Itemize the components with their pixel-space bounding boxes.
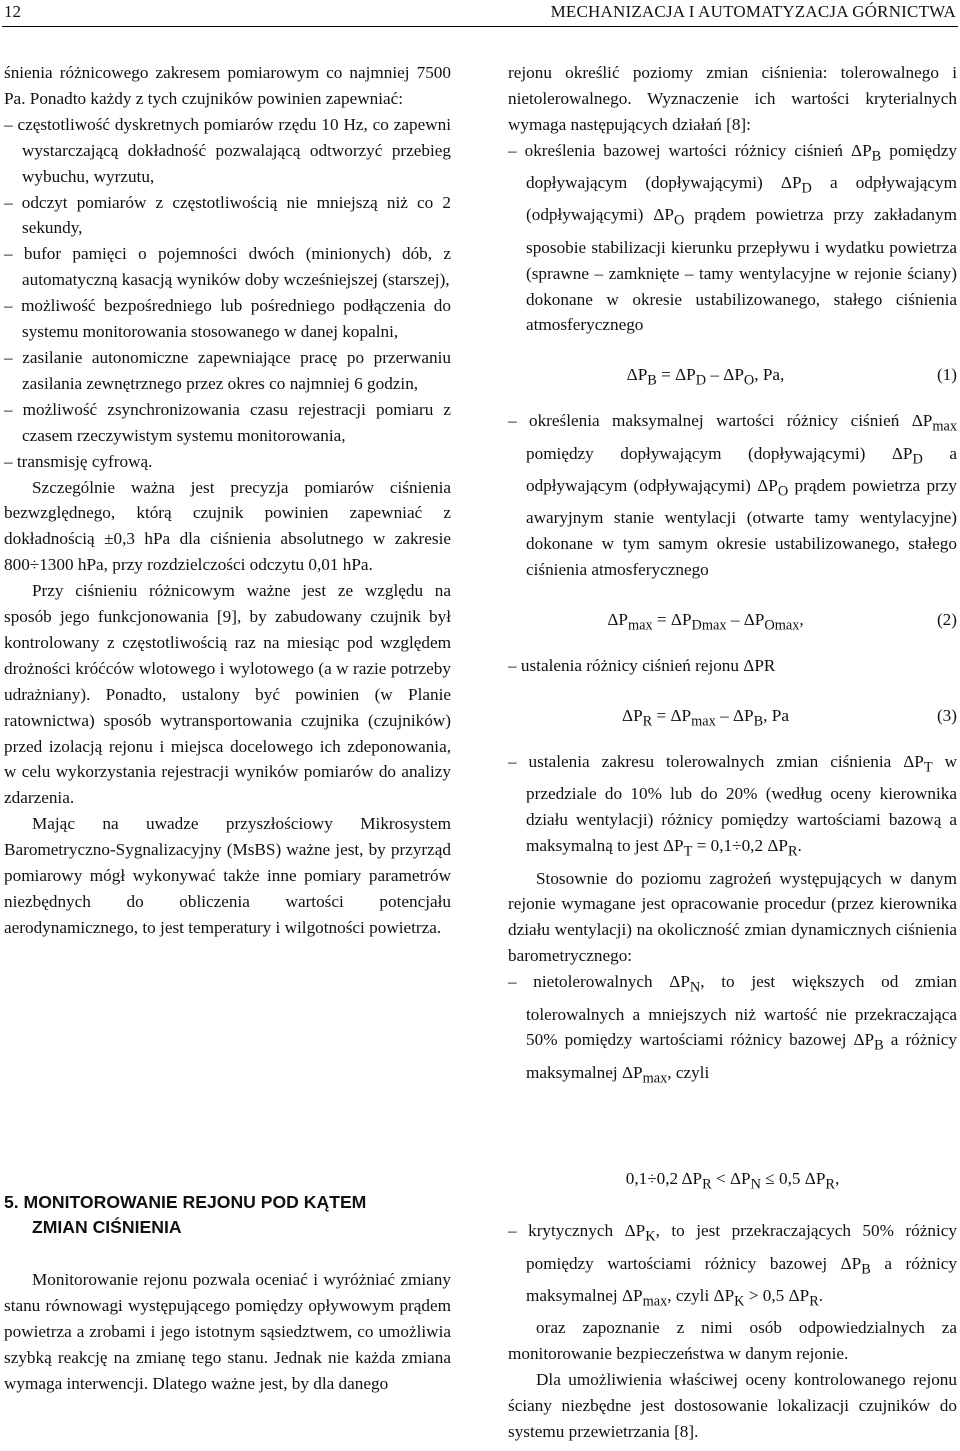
equation-1 <box>508 362 957 388</box>
paragraph: Przy ciśnieniu różnicowym ważne jest ze względu na sposób jego funkcjonowania [9], by zabudowany czujnik był kontrolowany z częstotliwością raz na miesiąc pod względem drożności króćców wlotowego i wylotowego (a w razie potrzeby udrażniany). Ponadto, ustalony być powinien (w Planie ratownictwa) sposób wytransportowania czujnika (czujników) przed izolacją rejonu i miejsca docelowego ich zdeponowania, w celu wykorzystania rejestracji wyników pomiarów do analizy zdarzenia. <box>4 581 451 808</box>
journal-title: MECHANIZACJA I AUTOMATYZACJA GÓRNICTWA <box>550 2 956 21</box>
section-heading <box>4 1190 451 1240</box>
paragraph: Dla umożliwienia właściwej oceny kontrolowanego rejonu ściany niezbędne jest dostosowanie lokalizacji czujników do systemu przewietrzania [8]. <box>508 1370 957 1441</box>
equation-number: (1) <box>936 365 957 385</box>
equation-expression: $\Delta P_R = \Delta P_{max} - \Delta P_B$, Pa <box>622 706 789 730</box>
equation-2 <box>508 607 957 633</box>
paragraph: rejonu określić poziomy zmian ciśnienia: tolerowalnego i nietolerowalnego. Wyznaczenie ich wartości kryterialnych wymaga następujących działań [8]: <box>508 63 957 134</box>
left-column-bottom <box>4 1267 451 1397</box>
section-heading-line: ZMIAN CIŚNIENIA <box>32 1217 182 1237</box>
page-number: 12 <box>4 2 21 21</box>
list-item: – ustalenia różnicy ciśnień rejonu ΔPR <box>508 656 776 676</box>
right-column-bottom <box>508 1166 957 1445</box>
inequality: 0,1÷0,2 $\Delta P_R < \Delta P_N \le 0,5$ $\Delta P_R$, <box>625 1169 840 1193</box>
header-rule <box>2 26 958 27</box>
equation-3 <box>508 703 957 729</box>
equation-expression: $\Delta P_B = \Delta P_D - \Delta P_O$, Pa, <box>626 365 785 389</box>
list-item: – transmisję cyfrową. <box>4 451 153 471</box>
list-item: – określenia bazowej wartości różnicy ciśnień $\Delta P_B$ pomiędzy dopływającym (dopływającymi) $\Delta P_D$ a odpływającym (odpływającymi) $\Delta P_O$ prądem powietrza przy zakładanym sposobie stabilizacji kierunku przepływu i wydatku powietrza (sprawne – zamknięte – tamy wentylacyjne w rejonie ściany) dokonane w okresie ustabilizowanego, stałego ciśnienia atmosferycznego <box>508 140 957 335</box>
paragraph: Stosownie do poziomu zagrożeń występujących w danym rejonie wymagane jest opracowanie procedur (przez kierownika działu wentylacji) na okoliczność zmian dynamicznych ciśnienia barometrycznego: <box>508 868 957 966</box>
list-item: – możliwość zsynchronizowania czasu rejestracji pomiaru z czasem rzeczywistym systemu monitorowania, <box>4 399 451 445</box>
list-item: – częstotliwość dyskretnych pomiarów rzędu 10 Hz, co zapewni wystarczającą dokładność pozwalającą odtworzyć przebieg wybuchu, wyrzutu, <box>4 114 451 186</box>
list-item: – bufor pamięci o pojemności dwóch (minionych) dób, z automatyczną kasacją wyników doby wcześniejszej (starszej), <box>4 244 451 290</box>
list-item: – krytycznych $\Delta P_K$, to jest przekraczających 50% różnicy pomiędzy wartościami różnicy bazowej $\Delta P_B$ a różnicy maksymalnej $\Delta P_{max}$, czyli $\Delta P_K > 0,5$ $\Delta P_R$. <box>508 1221 958 1310</box>
equation-number: (3) <box>936 706 957 726</box>
paragraph: oraz zapoznanie z nimi osób odpowiedzialnych za monitorowanie bezpieczeństwa w danym rejonie. <box>508 1318 957 1364</box>
section-heading-line: 5. MONITOROWANIE REJONU POD KĄTEM <box>4 1192 367 1212</box>
paragraph: Szczególnie ważna jest precyzja pomiarów ciśnienia bezwzględnego, którą czujnik powinien zapewniać z dokładnością ±0,3 hPa dla ciśnienia absolutnego w zakresie 800÷1300 hPa, przy rozdzielczości odczytu 0,01 hPa. <box>4 477 451 575</box>
left-column <box>4 60 451 941</box>
list-item: – określenia maksymalnej wartości różnicy ciśnień $\Delta P_{max}$ pomiędzy dopływającym (dopływającymi) $\Delta P_D$ a odpływającym (odpływającymi) $\Delta P_O$ prądem powietrza przy awaryjnym stanie wentylacji (otwarte tamy wentylacyjne) dokonane w tym samym okresie ustabilizowanego, stałego ciśnienia atmosferycznego <box>508 411 957 580</box>
right-column <box>508 60 957 1092</box>
equation-expression: $\Delta P_{max} = \Delta P_{Dmax} - \Delta P_{Omax}$, <box>607 610 804 634</box>
list-item: – odczyt pomiarów z częstotliwością nie mniejszą niż co 2 sekundy, <box>4 192 451 238</box>
running-header <box>0 0 960 27</box>
paragraph: śnienia różnicowego zakresem pomiarowym co najmniej 7500 Pa. Ponadto każdy z tych czujników powinien zapewniać: <box>4 63 451 108</box>
list-item: – możliwość bezpośredniego lub pośredniego podłączenia do systemu monitorowania stosowanego w danej kopalni, <box>4 296 451 342</box>
paragraph: Monitorowanie rejonu pozwala oceniać i wyróżniać zmiany stanu równowagi występującego pomiędzy opływowym prądem powietrza a zrobami i jego istotnym sąsiedztwem, co umożliwia szybką reakcję na zmianę tego stanu. Jednak nie każda zmiana wymaga interwencji. Dlatego ważne jest, by dla danego <box>4 1270 451 1393</box>
list-item: – ustalenia zakresu tolerowalnych zmian ciśnienia $\Delta P_T$ w przedziale do 10% lub do 20% (według oceny kierownika działu wentylacji) różnicy pomiędzy wartościami bazową a maksymalną to jest $\Delta P_T = 0,1\div 0,2$ $\Delta P_R$. <box>508 752 957 860</box>
equation-number: (2) <box>936 610 957 630</box>
list-item: – zasilanie autonomiczne zapewniające pracę po przerwaniu zasilania zewnętrznego przez okres co najmniej 6 godzin, <box>4 347 451 393</box>
paragraph: Mając na uwadze przyszłościowy Mikrosystem Barometryczno-Sygnalizacyjny (MsBS) ważne jest, by przyrząd pomiarowy mógł wykonywać także inne pomiary parametrów niezbędnych do obliczenia wartości potencjału aerodynamicznego, to jest temperatury i wilgotności powietrza. <box>4 814 451 937</box>
list-item: – nietolerowalnych $\Delta P_N$, to jest większych od zmian tolerowalnych a mniejszych niż wartość nie przekraczająca 50% pomiędzy wartościami różnicy bazowej $\Delta P_B$ a różnicy maksymalnej $\Delta P_{max}$, czyli <box>508 972 957 1087</box>
